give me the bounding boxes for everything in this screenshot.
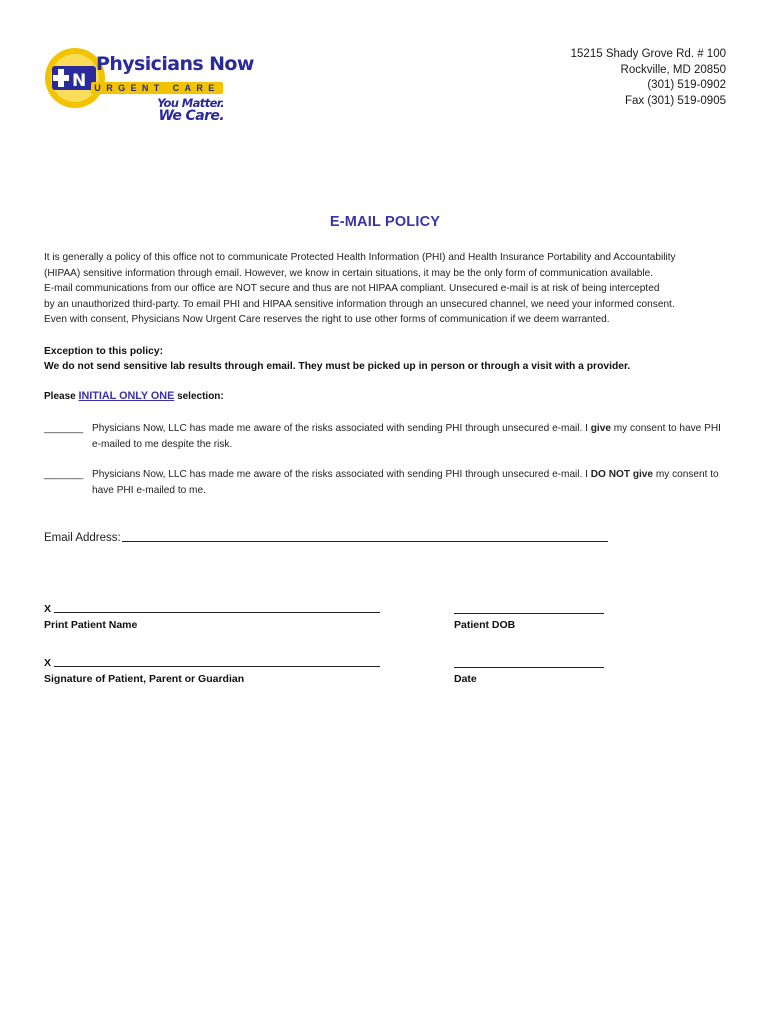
policy-line: (HIPAA) sensitive information through email. However, we know in certain situations, it may be the only form of communication available. — [44, 267, 654, 279]
email-address-row — [44, 529, 608, 544]
patient-dob-field[interactable] — [454, 601, 604, 614]
option-text-part: Physicians Now, LLC has made me aware of the risks associated with sending PHI through unsecured e-mail. I — [92, 423, 591, 434]
option-text — [92, 467, 732, 498]
date-label: Date — [454, 673, 477, 685]
office-address — [571, 47, 726, 109]
address-city: Rockville, MD 20850 — [620, 63, 726, 76]
instruction-prefix: Please — [44, 391, 76, 402]
address-phone: (301) 519-0902 — [647, 79, 726, 91]
patient-dob-label: Patient DOB — [454, 619, 516, 631]
option-emphasis: give — [590, 423, 611, 434]
exception-text: We do not send sensitive lab results through email. They must be picked up in person or through a visit with a provider. — [44, 361, 631, 372]
exception-heading: Exception to this policy: — [44, 346, 163, 357]
email-address-label: Email Address: — [44, 532, 121, 544]
physicians-now-logo — [44, 46, 254, 126]
selection-instruction — [44, 390, 224, 402]
address-street: 15215 Shady Grove Rd. # 100 — [570, 48, 726, 60]
patient-name-line — [44, 601, 380, 615]
option-text-part: Physicians Now, LLC has made me aware of the risks associated with sending PHI through unsecured e-mail. I — [92, 469, 591, 480]
policy-line: It is generally a policy of this office not to communicate Protected Health Information (PHI) and Health Insurance Portability and Accountability — [44, 252, 676, 263]
initial-blank-field[interactable]: _______ — [44, 469, 84, 480]
policy-line: E-mail communications from our office are NOT secure and thus are not HIPAA compliant. Unsecured e-mail is at risk of being intercepted — [44, 283, 660, 294]
date-field[interactable] — [454, 655, 604, 668]
policy-paragraph — [44, 250, 734, 328]
email-address-field[interactable] — [122, 529, 608, 542]
svg-text:N: N — [72, 71, 87, 91]
signature-field[interactable] — [54, 655, 380, 667]
signature-label: Signature of Patient, Parent or Guardian — [44, 673, 245, 685]
x-marker: X — [44, 603, 52, 615]
print-patient-name-field[interactable] — [54, 601, 380, 613]
option-text-line2: e-mailed to me despite the risk. — [92, 438, 233, 450]
page-title: E-MAIL POLICY — [329, 214, 441, 230]
initial-blank-field[interactable]: _______ — [44, 423, 84, 434]
option-text-part: my consent to have PHI — [610, 423, 721, 434]
instruction-suffix: selection: — [177, 391, 224, 402]
option-text-part: my consent to — [653, 469, 719, 480]
signature-line — [44, 655, 380, 669]
instruction-highlight: INITIAL ONLY ONE — [78, 390, 175, 402]
exception-section — [44, 344, 630, 374]
print-patient-name-label: Print Patient Name — [44, 619, 138, 631]
logo-brand-name: Physicians Now — [96, 53, 254, 75]
policy-line: Even with consent, Physicians Now Urgent Care reserves the right to use other forms of communication if we deem warranted. — [44, 314, 610, 325]
option-emphasis: DO NOT give — [590, 469, 654, 480]
option-text — [92, 421, 732, 452]
logo-tagline-2: We Care. — [158, 108, 224, 124]
logo-tagline-1: You Matter. — [157, 96, 224, 110]
x-marker: X — [44, 657, 52, 669]
address-fax: Fax (301) 519-0905 — [624, 94, 726, 107]
policy-line: by an unauthorized third-party. To email PHI and HIPAA sensitive information through an unsecured channel, we need your informed consent. — [44, 298, 675, 310]
option-text-line2: have PHI e-mailed to me. — [92, 484, 206, 496]
logo-subtitle: URGENT CARE — [91, 82, 223, 94]
